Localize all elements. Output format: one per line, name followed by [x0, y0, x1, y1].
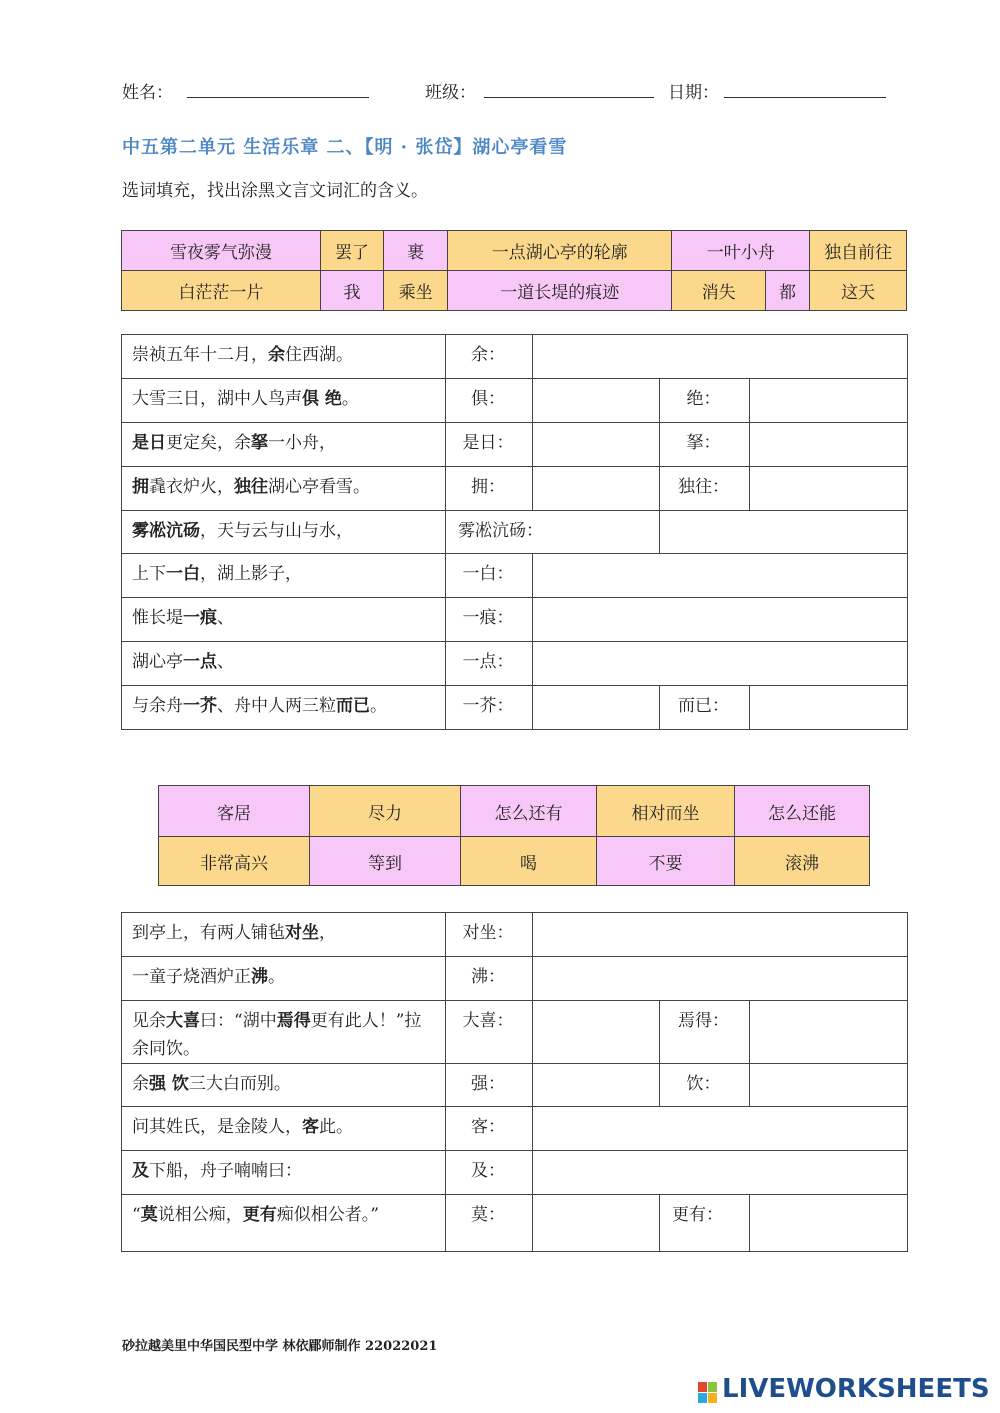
word-chip[interactable]: 一道长堤的痕迹: [448, 271, 672, 311]
name-field[interactable]: [187, 97, 369, 98]
question-table-2: [121, 912, 908, 1252]
word-chip[interactable]: 消失: [672, 271, 766, 311]
word-chip[interactable]: 白茫茫一片: [122, 271, 321, 311]
word-chip[interactable]: 独自前往: [810, 231, 907, 271]
term-label: 独往：: [660, 467, 750, 511]
answer-drop[interactable]: [660, 511, 908, 554]
class-field[interactable]: [484, 97, 654, 98]
word-chip[interactable]: 滚沸: [735, 837, 870, 886]
answer-drop[interactable]: [533, 957, 908, 1001]
word-chip[interactable]: 这天: [810, 271, 907, 311]
date-field[interactable]: [724, 97, 886, 98]
answer-drop[interactable]: [533, 467, 660, 511]
term-label: 饮：: [660, 1064, 750, 1107]
brand-name: LIVEWORKSHEETS: [722, 1374, 990, 1404]
term-label: 绝：: [660, 379, 750, 423]
word-chip[interactable]: 等到: [310, 837, 461, 886]
term-label: 拏：: [660, 423, 750, 467]
brand-logo: [698, 1374, 990, 1404]
term-label: 一点：: [446, 642, 533, 686]
liveworksheets-logo-icon: [698, 1382, 718, 1404]
word-chip[interactable]: 相对而坐: [597, 786, 735, 837]
answer-drop[interactable]: [533, 1107, 908, 1151]
answer-drop[interactable]: [750, 379, 908, 423]
answer-drop[interactable]: [750, 1195, 908, 1252]
word-bank-2: [158, 785, 870, 886]
term-label: 莫：: [446, 1195, 533, 1252]
sentence: “莫说相公痴，更有痴似相公者。”: [122, 1195, 446, 1252]
answer-drop[interactable]: [750, 1001, 908, 1064]
term-label: 沸：: [446, 957, 533, 1001]
term-label: 余：: [446, 335, 533, 379]
question-table-1: [121, 334, 908, 730]
word-chip[interactable]: 喝: [461, 837, 597, 886]
word-chip[interactable]: 雪夜雾气弥漫: [122, 231, 321, 271]
answer-drop[interactable]: [750, 423, 908, 467]
term-label: 拥：: [446, 467, 533, 511]
sentence: 到亭上，有两人铺毡对坐，: [122, 913, 446, 957]
term-label: 焉得：: [660, 1001, 750, 1064]
term-label: 对坐：: [446, 913, 533, 957]
answer-drop[interactable]: [533, 598, 908, 642]
date-label: 日期：: [668, 83, 719, 103]
answer-drop[interactable]: [533, 1001, 660, 1064]
instruction-text: 选词填充，找出涂黑文言文词汇的含义。: [122, 181, 428, 201]
footer-credit: 砂拉越美里中华国民型中学 林依郿师制作 22022021: [122, 1339, 438, 1354]
word-chip[interactable]: 一叶小舟: [672, 231, 810, 271]
word-bank-1: [121, 230, 907, 311]
sentence: 崇祯五年十二月，余住西湖。: [122, 335, 446, 379]
word-chip[interactable]: 非常高兴: [159, 837, 310, 886]
term-label: 更有：: [660, 1195, 750, 1252]
answer-drop[interactable]: [533, 642, 908, 686]
term-label: 大喜：: [446, 1001, 533, 1064]
sentence: 拥毳衣炉火，独往湖心亭看雪。: [122, 467, 446, 511]
answer-drop[interactable]: [533, 686, 660, 730]
term-label: 一白：: [446, 554, 533, 598]
answer-drop[interactable]: [750, 1064, 908, 1107]
sentence: 湖心亭一点、: [122, 642, 446, 686]
term-label: 及：: [446, 1151, 533, 1195]
term-label: 雾凇沆砀：: [446, 511, 660, 554]
class-label: 班级：: [425, 83, 476, 103]
term-label: 一芥：: [446, 686, 533, 730]
word-chip[interactable]: 我: [320, 271, 383, 311]
sentence: 一童子烧酒炉正沸。: [122, 957, 446, 1001]
answer-drop[interactable]: [533, 335, 908, 379]
sentence: 与余舟一芥、舟中人两三粒而已。: [122, 686, 446, 730]
answer-drop[interactable]: [533, 1195, 660, 1252]
sentence: 上下一白，湖上影子，: [122, 554, 446, 598]
term-label: 而已：: [660, 686, 750, 730]
sentence: 大雪三日，湖中人鸟声俱 绝。: [122, 379, 446, 423]
sentence: 是日更定矣，余拏一小舟，: [122, 423, 446, 467]
term-label: 强：: [446, 1064, 533, 1107]
word-chip[interactable]: 一点湖心亭的轮廓: [448, 231, 672, 271]
word-chip[interactable]: 怎么还有: [461, 786, 597, 837]
sentence: 见余大喜曰：“湖中焉得更有此人！”拉余同饮。: [122, 1001, 446, 1064]
word-chip[interactable]: 乘坐: [384, 271, 448, 311]
answer-drop[interactable]: [533, 1151, 908, 1195]
sentence: 问其姓氏，是金陵人，客此。: [122, 1107, 446, 1151]
sentence: 惟长堤一痕、: [122, 598, 446, 642]
word-chip[interactable]: 怎么还能: [735, 786, 870, 837]
term-label: 客：: [446, 1107, 533, 1151]
word-chip[interactable]: 客居: [159, 786, 310, 837]
sentence: 余强 饮三大白而别。: [122, 1064, 446, 1107]
answer-drop[interactable]: [750, 467, 908, 511]
word-chip[interactable]: 不要: [597, 837, 735, 886]
answer-drop[interactable]: [533, 379, 660, 423]
word-chip[interactable]: 尽力: [310, 786, 461, 837]
answer-drop[interactable]: [750, 686, 908, 730]
term-label: 一痕：: [446, 598, 533, 642]
name-label: 姓名：: [122, 83, 173, 103]
answer-drop[interactable]: [533, 913, 908, 957]
sentence: 及下船，舟子喃喃曰：: [122, 1151, 446, 1195]
word-chip[interactable]: 裹: [384, 231, 448, 271]
answer-drop[interactable]: [533, 554, 908, 598]
term-label: 是日：: [446, 423, 533, 467]
answer-drop[interactable]: [533, 1064, 660, 1107]
word-chip[interactable]: 罢了: [320, 231, 383, 271]
answer-drop[interactable]: [533, 423, 660, 467]
term-label: 俱：: [446, 379, 533, 423]
word-chip[interactable]: 都: [765, 271, 809, 311]
page-title: 中五第二单元 生活乐章 二、【明 · 张岱】湖心亭看雪: [122, 137, 568, 158]
sentence: 雾凇沆砀，天与云与山与水，: [122, 511, 446, 554]
